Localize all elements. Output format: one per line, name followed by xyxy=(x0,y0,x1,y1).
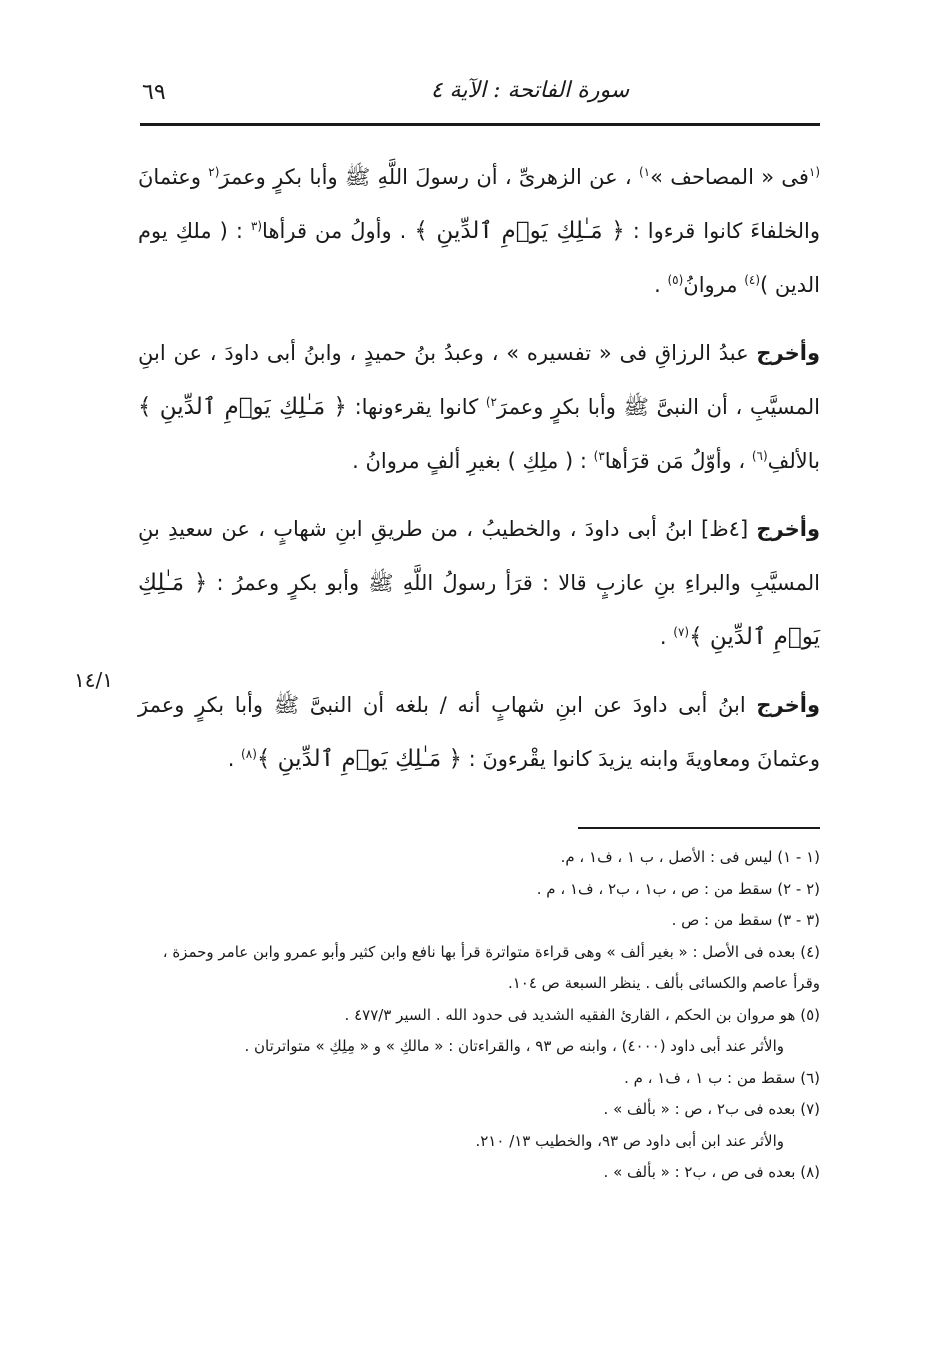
margin-reference: ١٤/١ xyxy=(74,668,113,692)
footnote-marker: (٨) xyxy=(241,747,257,761)
text-run: بالألفِ xyxy=(767,449,820,473)
footnote: والأثر عند أبى داود (٤٠٠٠) ، وابنه ص ٩٣ ، والقراءتان : « مالكِ » و « مِلِكِ » متواترتان . xyxy=(244,1037,784,1055)
footnote-marker: (٦) xyxy=(751,449,768,463)
footnote: (٢ - ٢) سقط من : ص ، ب١ ، ب٢ ، ف١ ، م . xyxy=(536,879,820,898)
paragraph-lead: وأخرج xyxy=(756,341,820,365)
text-run: ، وأوّلُ مَن قرَأها xyxy=(604,449,752,473)
quran-verse: ﴿ مَـٰلِكِ يَوۡمِ ٱلدِّينِ ﴾ xyxy=(414,218,625,244)
footnote: والأثر عند ابن أبى داود ص ٩٣، والخطيب ١٣/ ٢١٠. xyxy=(475,1131,784,1150)
quran-verse: ﴿ مَـٰلِكِ يَوۡمِ ٱلدِّينِ ﴾ xyxy=(138,394,347,420)
text-run: وعثمانَ والخلفاءَ كانوا قرءوا : xyxy=(138,165,820,243)
footnote: (٥) هو مروان بن الحكم ، القارئ الفقيه الشديد فى حدود الله . السير ٤٧٧/٣ . xyxy=(344,1005,820,1024)
footnote: (٤) بعده فى الأصل : « بغير ألف » وهى قراءة متواترة قرأ بها نافع وابن كثير وأبو عمرو وابن عامر وحمزة ، xyxy=(162,942,820,961)
text-run: . xyxy=(227,747,242,771)
text-run: . وأولُ من قرأها xyxy=(262,219,415,243)
text-run: عبدُ الرزاقِ فى « تفسيره » ، وعبدُ بنُ حميدٍ ، وابنُ أبى داودَ ، عن ابنِ المسيَّبِ ، أن النبىَّ ﷺ وأبا بكرٍ وعمرَ xyxy=(138,341,820,419)
paragraph xyxy=(138,150,820,312)
text-run: فى « المصاحف » xyxy=(650,165,809,189)
page-header xyxy=(140,74,820,118)
footnote-marker: (٧) xyxy=(673,625,690,639)
footnote-marker: ٢) xyxy=(485,395,497,409)
footnote: (٦) سقط من : ب ١ ، ف١ ، م . xyxy=(624,1068,820,1087)
footnote-marker: (٤) xyxy=(744,273,761,287)
paragraph xyxy=(138,326,820,488)
text-run: . xyxy=(659,625,674,649)
footnote-marker: (٢ xyxy=(208,165,220,179)
text-run: كانوا يقرءونها: xyxy=(346,395,486,419)
footnote-marker: (٥) xyxy=(667,273,684,287)
footnote-marker: ٣) xyxy=(593,449,605,463)
text-run: ابنُ أبى داودَ عن ابنِ شهابٍ أنه / بلغه أن النبىَّ ﷺ وأبا بكرٍ وعمرَ وعثمانَ ومعاويةَ وابنه يزيدَ كانوا يقْرءونَ : xyxy=(138,693,820,771)
footnote: (٨) بعده فى ص ، ب٢ : « بألف » . xyxy=(603,1163,820,1181)
main-text xyxy=(138,150,820,800)
footnote: وقرأ عاصم والكسائى بألف . ينظر السبعة ص ١٠٤. xyxy=(507,974,820,992)
text-run: مروانُ xyxy=(683,273,745,297)
running-head: سورة الفاتحة : الآية ٤ xyxy=(430,78,630,103)
footnote-marker: (١ xyxy=(808,165,820,179)
text-run: [٤ظ] ابنُ أبى داودَ ، والخطيبُ ، من طريقِ ابنِ شهابٍ ، عن سعيدِ بنِ المسيَّبِ والبراءِ بنِ عازبٍ قالا : قرَأ رسولُ اللَّهِ ﷺ وأبو بكرٍ وعمرُ : xyxy=(138,517,820,595)
paragraph-lead: وأخرج xyxy=(756,693,820,717)
paragraph xyxy=(138,502,820,664)
text-run: . xyxy=(654,273,668,297)
text-run: ، عن الزهرىِّ ، أن رسولَ اللَّهِ ﷺ وأبا بكرٍ وعمرَ xyxy=(219,165,639,189)
footnote: (١ - ١) ليس فى : الأصل ، ب ١ ، ف١ ، م. xyxy=(560,848,820,866)
quran-verse: ﴿ مَـٰلِكِ يَوۡمِ ٱلدِّينِ ﴾ xyxy=(256,746,462,772)
paragraph-lead: وأخرج xyxy=(756,517,820,541)
footnote: (٣ - ٣) سقط من : ص . xyxy=(671,911,820,929)
text-run: : ( ملكِ يوم الدين ) xyxy=(138,219,820,297)
footnote-marker: (٣ xyxy=(250,219,263,233)
footnote: (٧) بعده فى ب٢ ، ص : « بألف » . xyxy=(603,1100,820,1118)
quran-verse: ﴿ مَـٰلِكِ يَوۡمِ ٱلدِّينِ ﴾ xyxy=(138,570,820,650)
footnote-rule xyxy=(578,827,820,829)
header-rule xyxy=(140,123,820,126)
footnote-marker: ١) xyxy=(638,165,651,179)
page-number: ٦٩ xyxy=(142,80,166,105)
paragraph xyxy=(138,678,820,786)
text-run: : ( ملِكِ ) بغيرِ ألفٍ مروانُ . xyxy=(352,449,594,473)
footnotes xyxy=(130,842,820,1189)
